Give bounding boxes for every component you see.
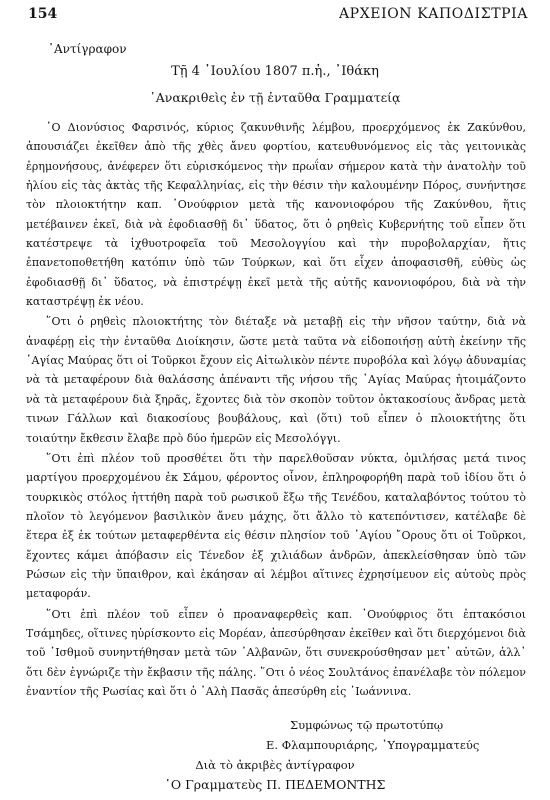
document-label: ᾽Αντίγραφον	[48, 42, 127, 56]
paragraph: ῞Οτι ἐπὶ πλέον τοῦ εἶπεν ὁ προαναφερθεὶς καπ. ᾽Ονούφριος ὅτι ἑπτακόσιοι Τσάμηδες, οἵτινες ηὑρίσκοντο εἰς Μορέαν, ἀπεσύρθησαν ἐκεῖθεν καὶ ὅτι διερχόμενοι διὰ τοῦ ᾽Ισθμοῦ συνηντήθησαν μετὰ τῶν ᾽Αλβανῶν, ὅτι συνεκρούσθησαν μετ᾽ αὐτῶν, ἀλλ᾽ ὅτι δὲν ἐγνώριζε τὴν ἔκβασιν τῆς πάλης. ῞Οτι ὁ νέος Σουλτάνος ἐπανέλαβε τὸν πόλεμον ἐναντίον τῆς Ρωσίας καὶ ὅτι ὁ ᾽Αλὴ Πασᾶς ἀπεσύρθη εἰς ᾽Ιωάννινα.	[26, 607, 526, 698]
page-header	[28, 6, 528, 26]
paragraph: ῞Οτι ἐπὶ πλέον τοῦ προσθέτει ὅτι τὴν παρελθοῦσαν νύκτα, ὁμιλήσας μετά τινος μαρτίγου προερχομένου ἐκ Σάμου, φέροντος οἶνον, ἐπληροφορήθη παρὰ τοῦ ἰδίου ὅτι ὁ τουρκικὸς στόλος ἡττήθη παρὰ τοῦ ρωσικοῦ ἔξω τῆς Τενέδου, καταλαβόντος τούτου τὸ πλοῖον τὸ λεγόμενον βασιλικὸν ἄνευ μάχης, ὅτι ἄλλο τὸ κατεπόντισεν, κατέλαβε δὲ ἕτερα ἐξ ἐκ τούτων μεταφερθέντα εἰς θέσιν πλησίον τοῦ ῾Αγίου ῎Ορους ὅτι οἱ Τοῦρκοι, ἔχοντες κάμει ἀπόβασιν εἰς Τένεδον ἐξ χιλιάδων ἀνδρῶν, ἀπεκλείσθησαν ὑπὸ τῶν Ρώσων εἰς τὴν ὕπαιθρον, καὶ ἐκάησαν αἱ λέμβοι αἵτινες ἐχρησίμευον εἰς αὐτοὺς πρὸς μεταφοράν.	[26, 451, 526, 601]
paragraph: ῾Ο Διονύσιος Φαρσινός, κύριος ζακυνθινῆς λέμβου, προερχόμενος ἐκ Ζακύνθου, ἀπουσιάζει ἐκεῖθεν ἀπὸ τῆς χθὲς ἄνευ φορτίου, κατευθυνόμενος εἰς τὰς γειτονικὰς ἐρημονήσους, ἀνέφερεν ὅτι εὑρισκόμενος τὴν πρωΐαν σήμερον κατὰ τὴν ἀνατολὴν τοῦ ἡλίου εἰς τὰς ἀκτὰς τῆς Κεφαλληνίας, εἰς τὴν θέσιν τὴν καλουμένην Πόρος, συνήντησε τὸν πλοιοκτήτην καπ. ᾽Ονούφριον μετὰ τῆς κανονιοφόρου τῆς Ζακύνθου, ἥτις μετέβαινεν ἐκεῖ, διὰ νὰ ἐφοδιασθῇ δι᾽ ὕδατος, ὅτι ὁ ρηθεὶς Κυβερνήτης τοῦ εἶπεν ὅτι κατέστρεψε τὰ ἰχθυοτροφεῖα τοῦ Μεσολογγίου καὶ τὴν πυροβολαρχίαν, ἥτις ἐπανετοποθετήθη κατόπιν ὑπὸ τῶν Τούρκων, καὶ ὅτι εἶχεν ἀποφασισθῆ, εὐθὺς ὡς ἐφοδιασθῇ δι᾽ ὕδατος, νὰ ἐπιστρέψῃ ἐκεῖ μετὰ τῆς αὐτῆς κανονιοφόρου, διὰ νὰ τὴν καταστρέψῃ ἐκ νέου.	[26, 121, 526, 309]
document-subtitle: ᾽Ανακριθεὶς ἐν τῇ ἐνταῦθα Γραμματείᾳ	[149, 90, 401, 105]
footer-certification: Διὰ τὸ ἀκριβὲς ἀντίγραφον	[195, 758, 355, 772]
footer-signatory: ῾Ο Γραμματεὺς Π. ΠΕΔΕΜΟΝΤΗΣ	[164, 777, 386, 792]
page-number: 154	[28, 6, 58, 22]
certification-line: Συμφώνως τῷ πρωτοτύπῳ	[290, 718, 444, 732]
document-body	[26, 118, 526, 701]
dateline: Τῇ 4 ᾽Ιουλίου 1807 π.ἡ., ᾽Ιθάκη	[171, 64, 379, 79]
paragraph: ῞Οτι ὁ ρηθεὶς πλοιοκτήτης τὸν διέταξε νὰ μεταβῇ εἰς τὴν νῆσον ταύτην, διὰ νὰ ἀναφέρῃ εἰς τὴν ἐνταῦθα Διοίκησιν, ὥστε μετὰ ταῦτα νὰ εἰδοποιήσῃ αὐτὴ ἐκείνην τῆς ῾Αγίας Μαύρας ὅτι οἱ Τοῦρκοι ἔχουν εἰς Αἰτωλικὸν πέντε πυροβόλα καὶ λόγῳ ἀδυναμίας νὰ τὰ μεταφέρουν διὰ θαλάσσης ἀπέναντι τῆς νήσου τῆς ῾Αγίας Μαύρας ἡτοιμάζοντο νὰ τὰ μεταφέρουν διὰ ξηρᾶς, ἔχοντες διὰ τὸν σκοπὸν τοῦτον ὀκτακοσίους ἄνδρας μετὰ τινων Γάλλων καὶ διακοσίους βουβάλους, καὶ (ὅτι) τοῦ εἶπεν ὁ πλοιοκτήτης ὅτι τοιαύτην ἔκθεσιν ἔλαβε πρὸ δύο ἡμερῶν εἰς Μεσολόγγι.	[26, 315, 526, 445]
signatory-line: Ε. Φλαμπουριάρης, ῾Υπογραμματεύς	[266, 738, 480, 752]
running-head: ΑΡΧΕΙΟΝ ΚΑΠΟΔΙΣΤΡΙΑ	[338, 6, 528, 22]
